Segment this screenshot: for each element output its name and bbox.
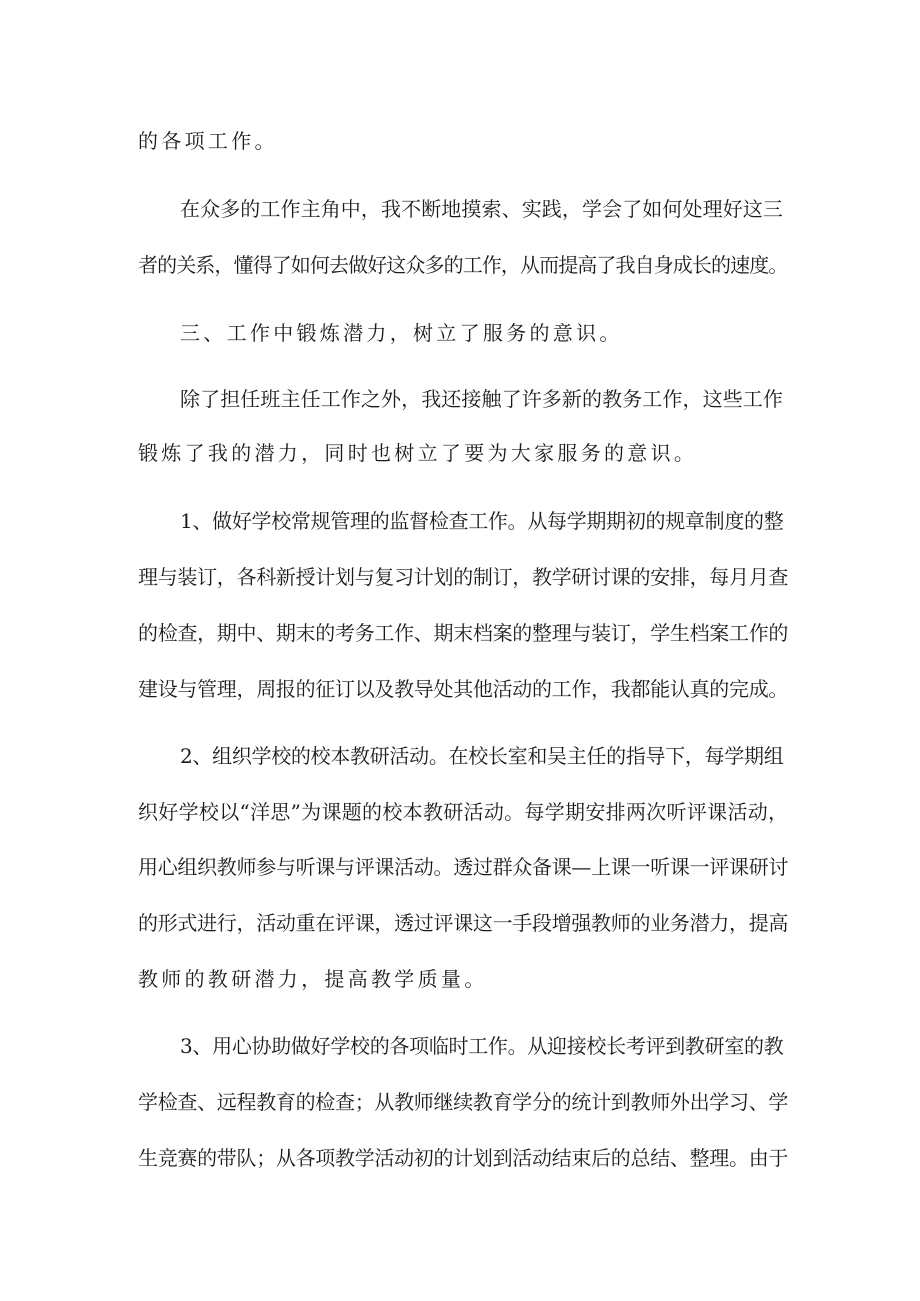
text-line: 理与装订，各科新授计划与复习计划的制订，教学研讨课的安排，每月月查 [138,565,789,589]
text-line: 者的关系，懂得了如何去做好这众多的工作，从而提高了我自身成长的速度。 [138,253,788,277]
text-line: 建设与管理，周报的征订以及教导处其他活动的工作，我都能认真的完成。 [138,677,789,701]
text-line: 织好学校以“洋思”为课题的校本教研活动。每学期安排两次听评课活动， [138,800,789,824]
text-line: 教师的教研潜力，提高教学质量。 [138,967,488,991]
text-line: 用心组织教师参与听课与评课活动。透过群众备课—上课一听课一评课研讨 [138,855,789,879]
text-line: 生竞赛的带队；从各项教学活动初的计划到活动结束后的总结、整理。由于 [138,1146,789,1170]
text-line: 的形式进行，活动重在评课，透过评课这一手段增强教师的业务潜力，提高 [138,911,789,935]
text-line: 2、组织学校的校本教研活动。在校长室和吴主任的指导下，每学期组 [180,744,784,768]
text-line: 3、用心协助做好学校的各项临时工作。从迎接校长考评到教研室的教 [180,1034,784,1058]
text-line: 除了担任班主任工作之外，我还接触了许多新的教务工作，这些工作 [180,387,783,411]
text-line: 锻炼了我的潜力，同时也树立了要为大家服务的意识。 [138,441,698,465]
text-line: 学检查、远程教育的检查；从教师继续教育学分的统计到教师外出学习、学 [138,1090,789,1114]
text-line: 的检查，期中、期末的考务工作、期末档案的整理与装订，学生档案工作的 [138,621,789,645]
text-line: 在众多的工作主角中，我不断地摸索、实践，学会了如何处理好这三 [180,197,783,221]
text-line: 1、做好学校常规管理的监督检查工作。从每学期期初的规章制度的整 [180,509,784,533]
text-line: 的各项工作。 [138,129,278,153]
section-heading: 三、工作中锻炼潜力，树立了服务的意识。 [180,321,623,345]
